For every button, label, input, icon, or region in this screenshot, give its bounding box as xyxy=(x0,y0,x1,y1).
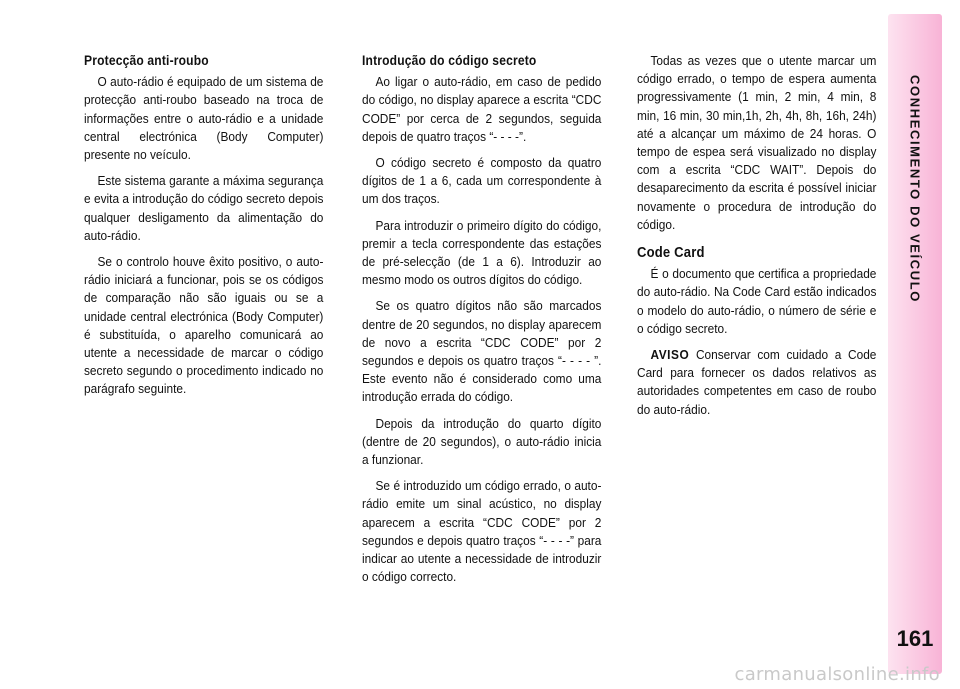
paragraph: Se é introduzido um código errado, o auto-rádio emite um sinal acústico, no display aparecem a escrita “CDC CODE” por 2 segundos e depois quatro traços “- - - -” para indicar ao utente a necessidade de introduzir o código correcto. xyxy=(362,478,602,585)
section-heading-anti-theft: Protecção anti-roubo xyxy=(84,53,209,68)
paragraph: Se o controlo houve êxito positivo, o auto-rádio iniciará a funcionar, pois se os códigos de comparação não são iguais ou se a unidade central electrónica (Body Computer) é substituída, o aparelho comunicará ao utente a necessidade de marcar o código secreto segundo o procedimento indicado no parágrafo seguinte. xyxy=(84,254,324,397)
paragraph: O auto-rádio é equipado de um sistema de protecção anti-roubo baseado na troca de informações entre o auto-rádio e a unidade central electrónica (Body Computer) presente no veículo. xyxy=(84,74,324,163)
chapter-sidebar xyxy=(888,14,942,674)
paragraph: O código secreto é composto da quatro dígitos de 1 a 6, cada um correspondente à um dos traços. xyxy=(362,155,602,207)
column-1 xyxy=(84,52,323,407)
aviso-label: AVISO xyxy=(650,347,690,363)
aviso-text: Conservar com cuidado a Code Card para fornecer os dados relativos as autoridades competentes em caso de roubo do auto-rádio. xyxy=(637,347,877,417)
column-3 xyxy=(637,52,876,427)
chapter-title: CONHECIMENTO DO VEÍCULO xyxy=(907,75,923,303)
paragraph: Se os quatro dígitos não são marcados dentre de 20 segundos, no display aparecem de novo a escrita “CDC CODE” por 2 segundos e depois os quatro traços “- - - - ”. Este evento não é considerado como uma introdução errada do código. xyxy=(362,298,602,405)
paragraph: Para introduzir o primeiro dígito do código, premir a tecla correspondente das estações de pré-selecção (de 1 a 6). Introduzir ao mesmo modo os outros dígitos do código. xyxy=(362,217,602,288)
section-heading-secret-code: Introdução do código secreto xyxy=(362,53,537,68)
paragraph: Ao ligar o auto-rádio, em caso de pedido do código, no display aparece a escrita “CDC CODE” por cerca de 2 segundos, seguida depois de quatro traços “- - - -”. xyxy=(362,74,602,144)
watermark: carmanualsonline.info xyxy=(734,664,940,685)
chapter-title-container xyxy=(888,14,942,374)
column-2 xyxy=(362,52,601,594)
aviso-paragraph xyxy=(637,346,876,419)
paragraph: Este sistema garante a máxima segurança e evita a introdução do código secreto depois qualquer desligamento da alimentação do auto-rádio. xyxy=(84,173,324,243)
section-heading-code-card: Code Card xyxy=(637,245,705,262)
paragraph: Depois da introdução do quarto dígito (dentre de 20 segundos), o auto-rádio inicia a funzionar. xyxy=(362,415,602,468)
paragraph: É o documento que certifica a propriedade do auto-rádio. Na Code Card estão indicados o modelo do auto-rádio, o número de série e o código secreto. xyxy=(637,266,877,336)
paragraph: Todas as vezes que o utente marcar um código errado, o tempo de espera aumenta progressivamente (1 min, 2 min, 4 min, 8 min, 16 min, 30 min,1h, 2h, 4h, 8h, 16h, 24h) até a alcançar um máximo de 24 horas. O tempo de espea será visualizado no display com a escrita “CDC WAIT”. Depois do desaparecimento da escrita é possível iniciar novamente o procedura de introdução do código. xyxy=(637,53,877,232)
page-number: 161 xyxy=(896,626,934,651)
